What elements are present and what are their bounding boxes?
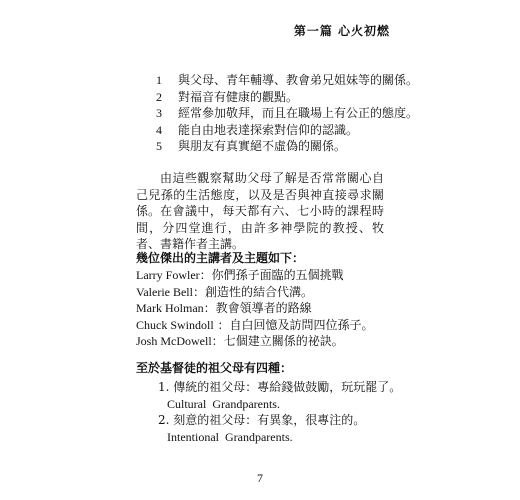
list-number: 4 xyxy=(156,122,162,137)
list-number: 1 xyxy=(156,73,162,87)
speaker-name: Chuck Swindoll xyxy=(136,317,214,332)
list-item xyxy=(156,122,418,139)
list-item xyxy=(156,138,418,155)
speaker-separator: ： xyxy=(211,334,224,348)
list-number: 2 xyxy=(156,89,162,104)
speaker-line xyxy=(136,267,416,284)
speaker-topic: 自白回憶及訪問四位孫子。 xyxy=(229,317,374,332)
list-number: 3 xyxy=(156,106,162,120)
speaker-topic: 七個建立關係的祕訣。 xyxy=(223,334,344,348)
speaker-separator: ： xyxy=(203,301,216,315)
type-label: 2. 刻意的祖父母：有異象，很專注的。 xyxy=(158,413,366,427)
speaker-separator: ： xyxy=(199,268,212,282)
speaker-name: Valerie Bell xyxy=(136,284,193,299)
body-paragraph: 由這些觀察幫助父母了解是否常常關心自己兒孫的生活態度，以及是否與神直接尋求關係。 xyxy=(136,171,384,218)
page-number: 7 xyxy=(257,471,263,485)
section-heading: 至於基督徒的祖父母有四種： xyxy=(136,361,293,375)
grandparent-types-section xyxy=(136,360,416,445)
speaker-separator: ： xyxy=(213,317,230,332)
grandparent-type-list xyxy=(136,379,416,445)
list-item xyxy=(156,89,418,106)
list-item xyxy=(156,72,418,89)
section-heading: 幾位傑出的主講者及主題如下： xyxy=(136,251,305,265)
observation-list xyxy=(156,72,418,155)
speaker-name: Mark Holman xyxy=(136,301,204,315)
speaker-line xyxy=(136,333,416,350)
speaker-name: Larry Fowler xyxy=(136,268,200,282)
list-text: 能自由地表達探索對信仰的認識。 xyxy=(178,122,359,137)
speaker-line xyxy=(136,317,416,334)
speaker-line xyxy=(136,300,416,317)
list-text: 經常參加敬拜，而且在職場上有公正的態度。 xyxy=(178,106,419,120)
type-label: 1. 傳統的祖父母：專給錢做鼓勵，玩玩罷了。 xyxy=(158,380,402,394)
speakers-section xyxy=(136,250,416,350)
list-number: 5 xyxy=(156,139,162,153)
speaker-topic: 你們孫子面臨的五個挑戰 xyxy=(211,268,344,282)
running-header: 第一篇 心火初燃 xyxy=(293,24,390,38)
speaker-line xyxy=(136,284,416,301)
list-item xyxy=(136,412,416,445)
list-text: 與朋友有真實絕不虛偽的關係。 xyxy=(178,139,347,153)
body-paragraph: 在會議中，每天都有六、七小時的課程時間，分四堂進行，由許多神學院的教授、牧者、書籍作者主講。 xyxy=(136,204,384,251)
speaker-separator: ： xyxy=(192,284,205,299)
speaker-name: Josh McDowell xyxy=(136,334,212,348)
type-english: Cultural Grandparents. xyxy=(167,396,280,411)
speaker-topic: 創造性的結合代溝。 xyxy=(205,284,314,299)
list-text: 與父母、青年輔導、教會弟兄姐妹等的關係。 xyxy=(178,73,419,87)
list-item xyxy=(136,379,416,412)
list-text: 對福音有健康的觀點。 xyxy=(178,89,299,104)
list-item xyxy=(156,105,418,122)
type-english: Intentional Grandparents. xyxy=(167,429,293,444)
speaker-topic: 教會領導者的路線 xyxy=(215,301,312,315)
